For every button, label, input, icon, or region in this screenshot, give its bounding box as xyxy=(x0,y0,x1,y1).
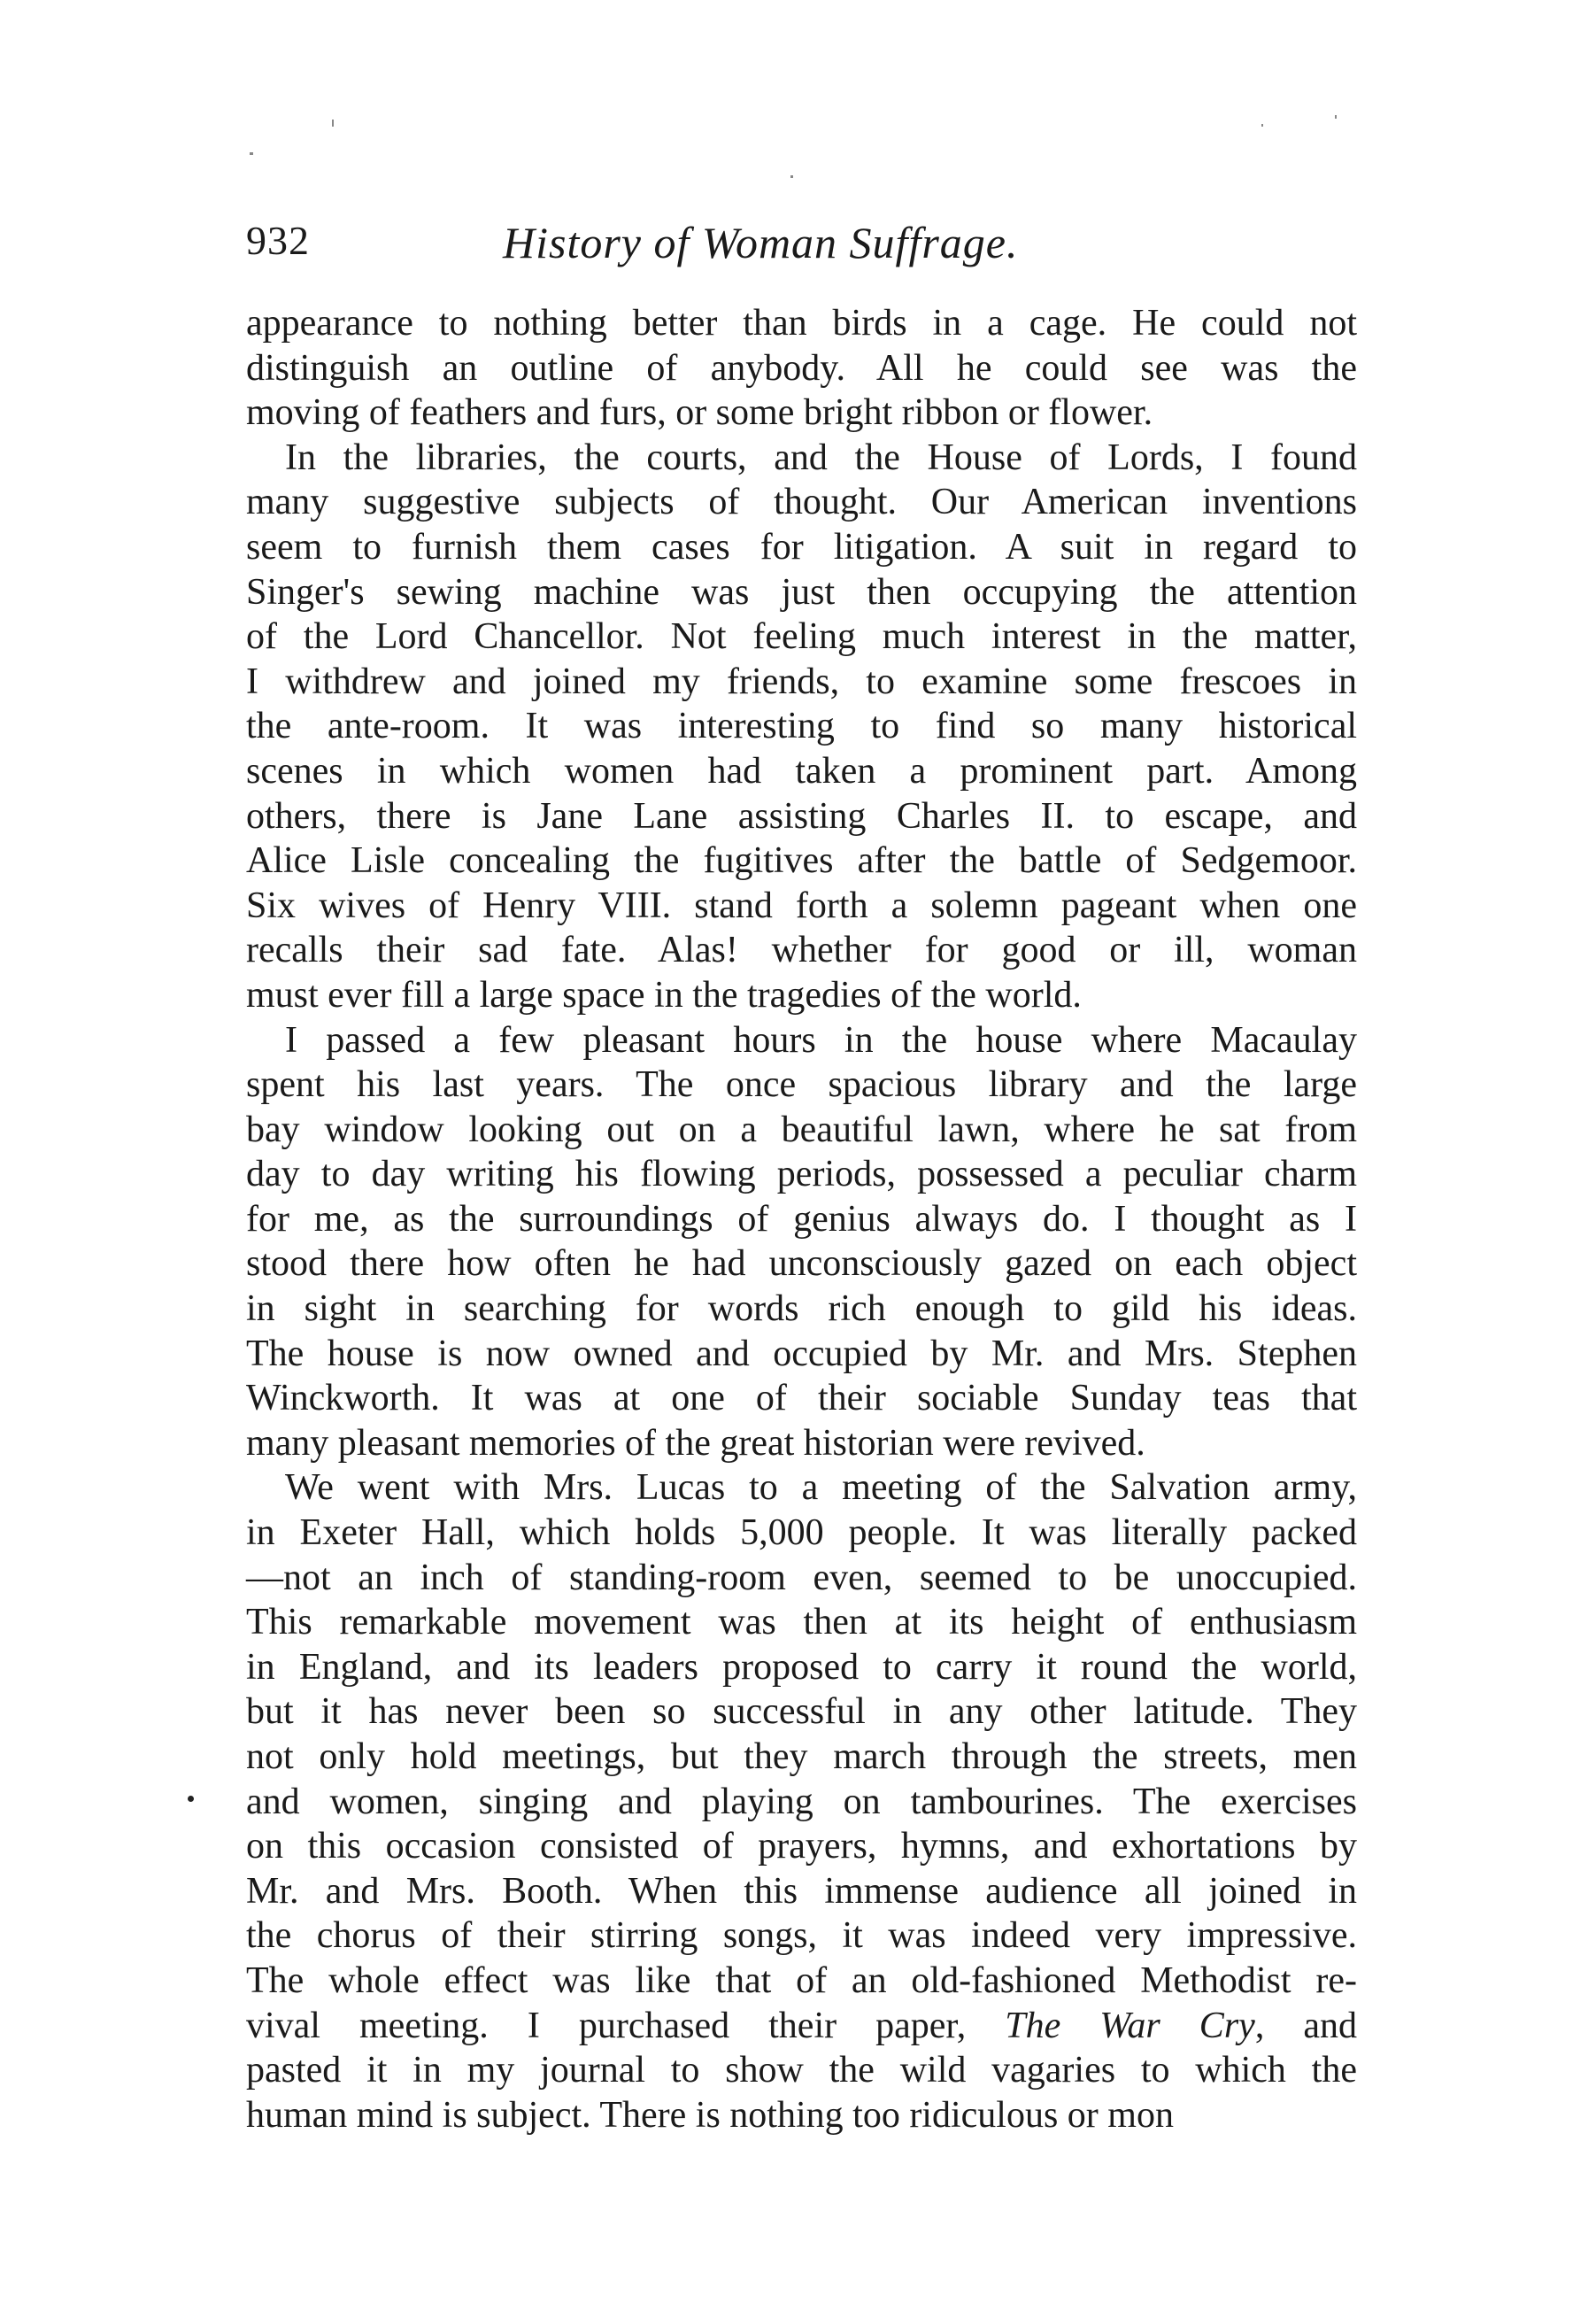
text-line: recalls their sad fate. Alas! whether for good or ill, woman xyxy=(246,930,1357,971)
text-line: Alice Lisle concealing the fugitives after the battle of Sedgemoor. xyxy=(246,840,1357,882)
paragraph-3 xyxy=(246,1018,1357,1466)
text-line: stood there how often he had unconsciously gazed on each object xyxy=(246,1243,1357,1285)
text-line: human mind is subject. There is nothing too ridiculous or mon xyxy=(246,2094,1174,2136)
text-line: The house is now owned and occupied by Mr. and Mrs. Stephen xyxy=(246,1333,1357,1374)
text-line: day to day writing his flowing periods, possessed a peculiar charm xyxy=(246,1154,1357,1195)
text-line: must ever fill a large space in the tragedies of the world. xyxy=(246,974,1082,1016)
text-line: but it has never been so successful in any other latitude. They xyxy=(246,1691,1357,1733)
text-line: The whole effect was like that of an old-fashioned Methodist re- xyxy=(246,1959,1357,2001)
body-text xyxy=(246,301,1357,2137)
text-line: and women, singing and playing on tambourines. The exercises xyxy=(246,1781,1357,1822)
paragraph-1 xyxy=(246,301,1357,436)
paragraph-4 xyxy=(246,1465,1357,2137)
text-line: moving of feathers and furs, or some bright ribbon or flower. xyxy=(246,392,1153,434)
text-line: for me, as the surroundings of genius always do. I thought as I xyxy=(246,1198,1357,1240)
text-line: scenes in which women had taken a prominent part. Among xyxy=(246,750,1357,792)
text-line: This remarkable movement was then at its height of enthusiasm xyxy=(246,1602,1357,1643)
scan-speck xyxy=(1261,124,1263,127)
margin-dot xyxy=(188,1796,194,1802)
text-line: the ante-room. It was interesting to find so many historical xyxy=(246,706,1357,747)
running-title: History of Woman Suffrage. xyxy=(503,218,1019,267)
page-number: 932 xyxy=(246,218,310,263)
text-line: distinguish an outline of anybody. All he could see was the xyxy=(246,347,1357,389)
publication-title: The War Cry xyxy=(1005,2005,1255,2046)
text-line: others, there is Jane Lane assisting Charles II. to escape, and xyxy=(246,795,1357,837)
text-line: vival meeting. I purchased their paper, The War Cry, and xyxy=(246,2005,1357,2046)
text-line: Mr. and Mrs. Booth. When this immense audience all joined in xyxy=(246,1870,1357,1912)
text-line: —not an inch of standing-room even, seemed to be unoccupied. xyxy=(246,1557,1357,1598)
text-line: many suggestive subjects of thought. Our American inventions xyxy=(246,482,1357,523)
text-line: many pleasant memories of the great historian were revived. xyxy=(246,1422,1145,1464)
text-line: spent his last years. The once spacious library and the large xyxy=(246,1064,1357,1106)
text-line: bay window looking out on a beautiful lawn, where he sat from xyxy=(246,1109,1357,1150)
scan-speck xyxy=(250,152,253,155)
text-line: I withdrew and joined my friends, to examine some frescoes in xyxy=(246,661,1357,702)
text-line: on this occasion consisted of prayers, hymns, and exhortations by xyxy=(246,1826,1357,1867)
text-line: Winckworth. It was at one of their sociable Sunday teas that xyxy=(246,1378,1357,1419)
text-line: Six wives of Henry VIII. stand forth a solemn pageant when one xyxy=(246,885,1357,926)
text-line: I passed a few pleasant hours in the house where Macaulay xyxy=(285,1019,1357,1061)
text-line: Singer's sewing machine was just then occupying the attention xyxy=(246,571,1357,613)
scan-speck xyxy=(1335,115,1337,119)
text-line: not only hold meetings, but they march through the streets, men xyxy=(246,1736,1357,1777)
text-line: pasted it in my journal to show the wild vagaries to which the xyxy=(246,2050,1357,2091)
scan-speck xyxy=(332,120,334,127)
text-line: seem to furnish them cases for litigation. A suit in regard to xyxy=(246,526,1357,568)
text-line: We went with Mrs. Lucas to a meeting of the Salvation army, xyxy=(285,1467,1357,1509)
text-line: In the libraries, the courts, and the House of Lords, I found xyxy=(285,437,1357,478)
text-line: in England, and its leaders proposed to carry it round the world, xyxy=(246,1646,1357,1688)
scan-speck xyxy=(790,175,793,178)
text-line: the chorus of their stirring songs, it was indeed very impressive. xyxy=(246,1915,1357,1957)
text-line: in Exeter Hall, which holds 5,000 people. It was literally packed xyxy=(246,1512,1357,1554)
text-line: in sight in searching for words rich enough to gild his ideas. xyxy=(246,1288,1357,1330)
page-header xyxy=(246,217,1357,279)
text-line: of the Lord Chancellor. Not feeling much interest in the matter, xyxy=(246,616,1357,658)
paragraph-2 xyxy=(246,436,1357,1018)
text-line: appearance to nothing better than birds in a cage. He could not xyxy=(246,303,1357,344)
